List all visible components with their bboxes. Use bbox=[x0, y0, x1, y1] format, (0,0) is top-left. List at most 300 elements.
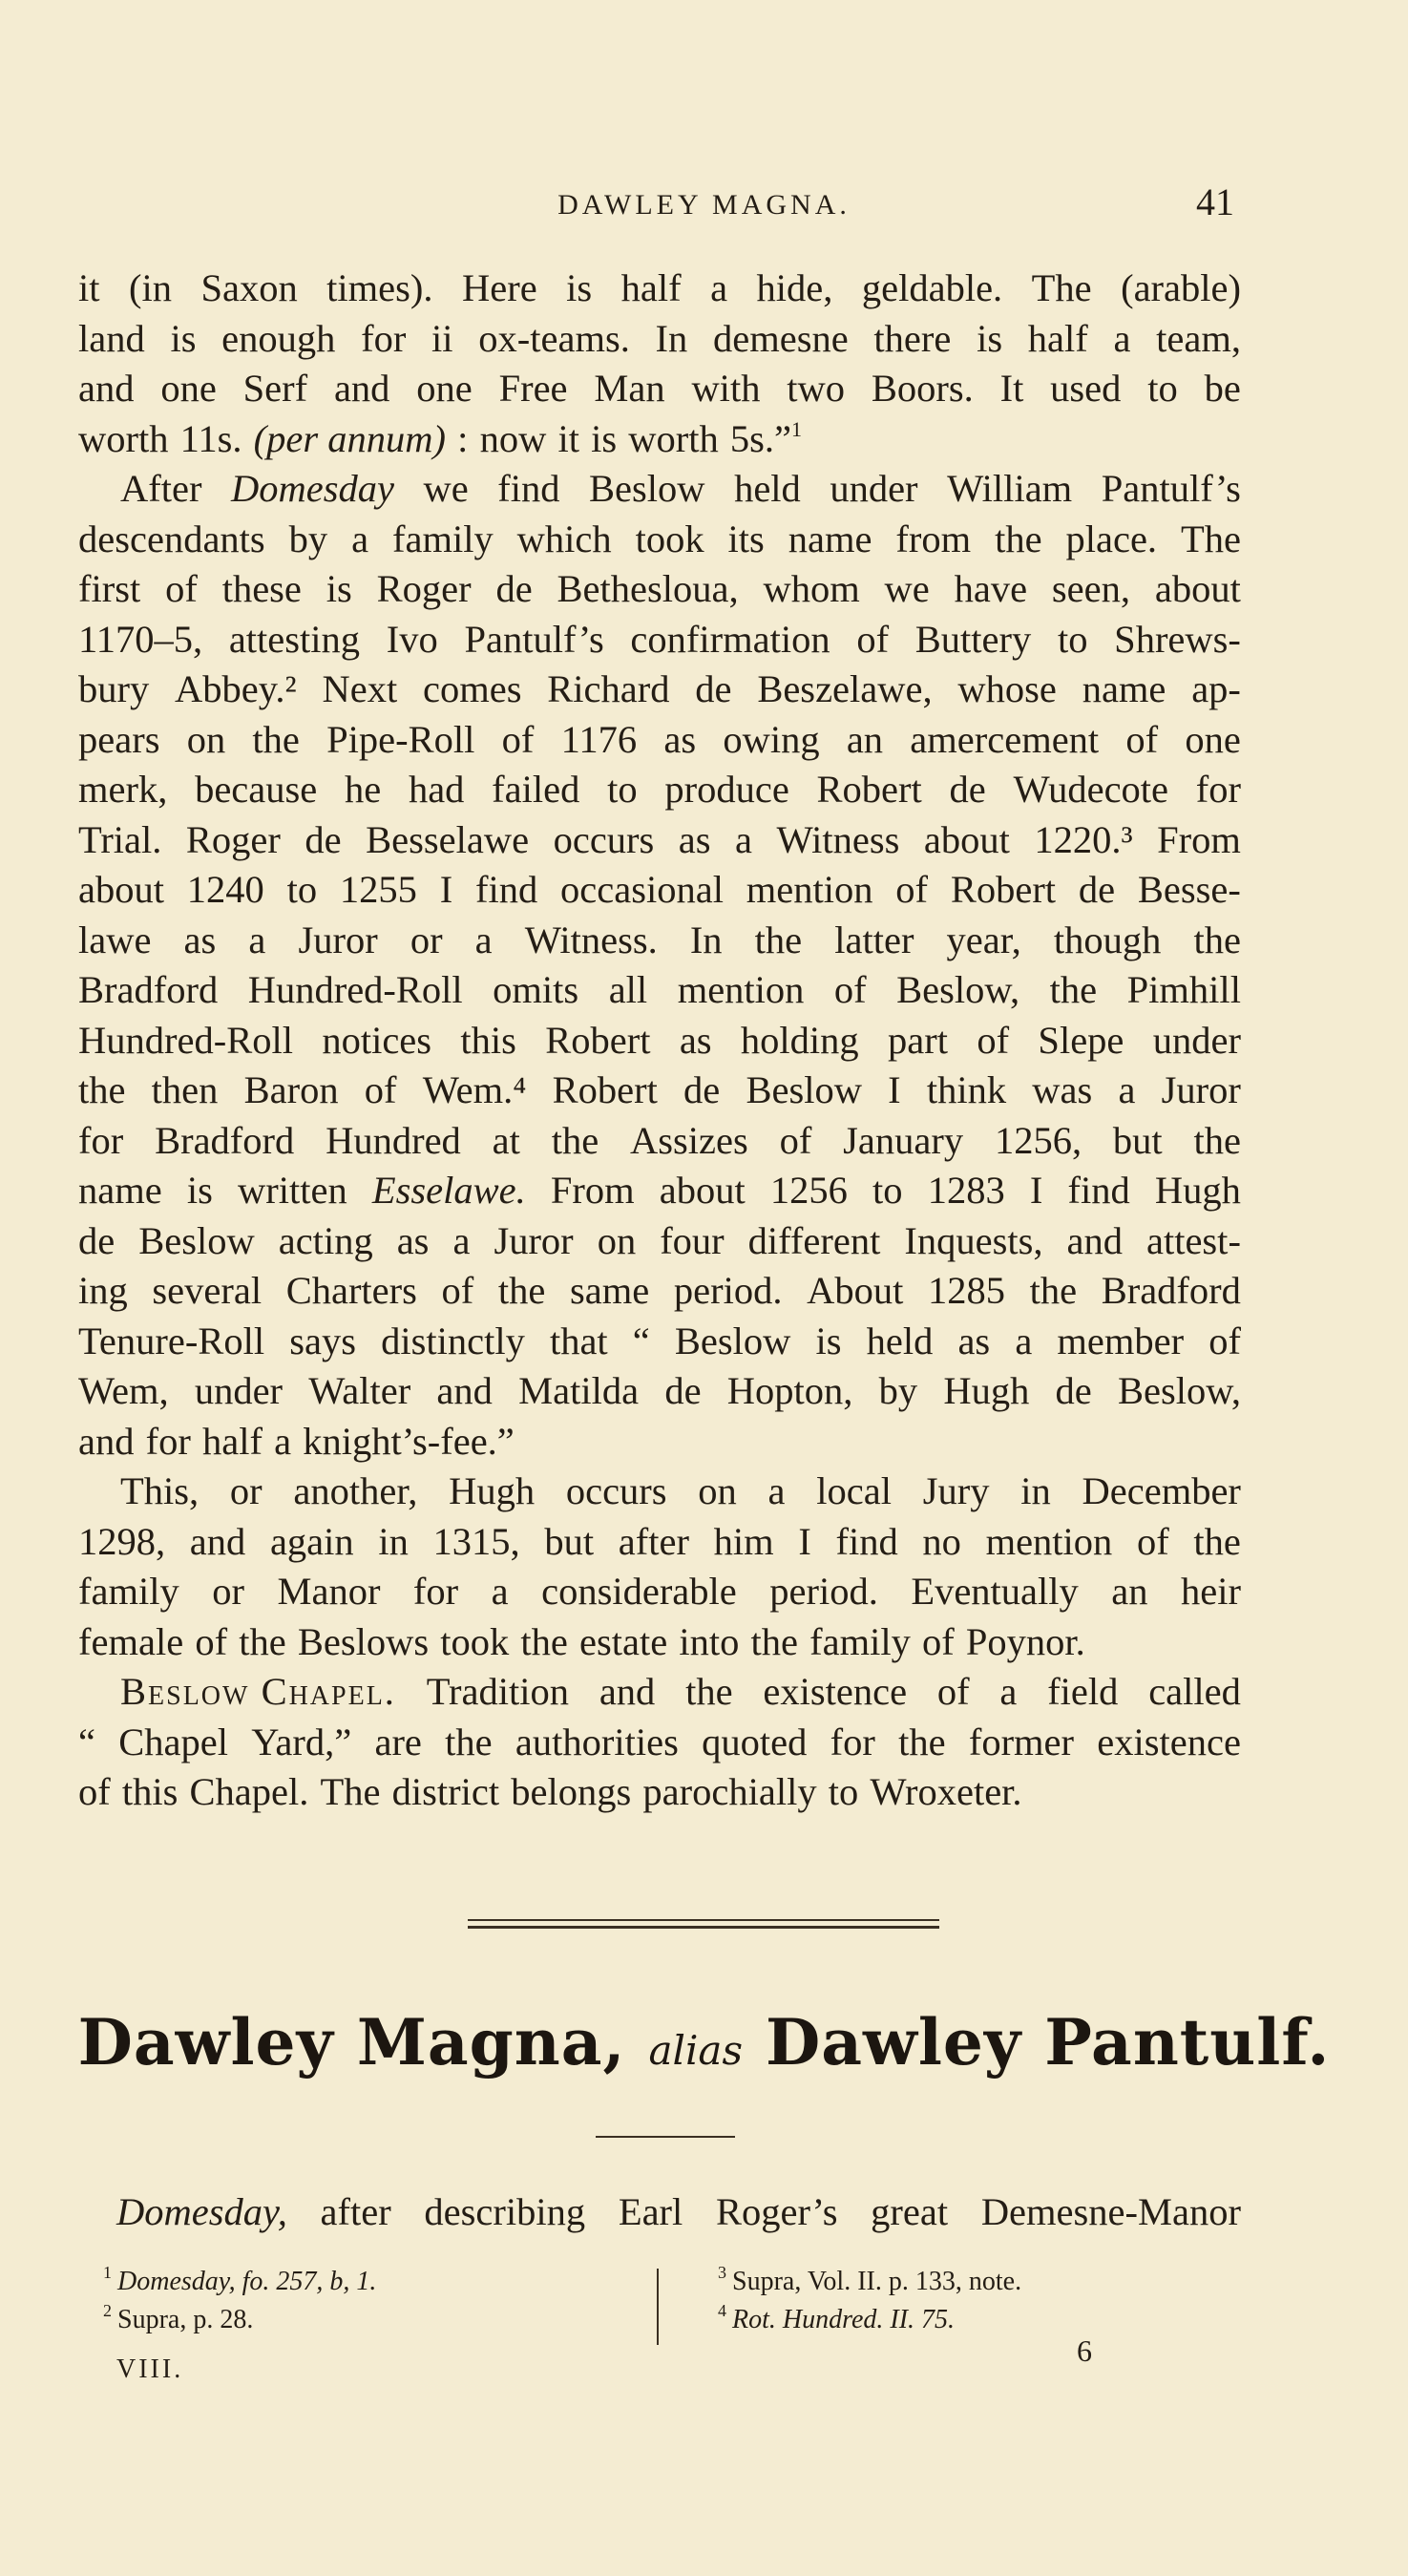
word: Demesne-Manor bbox=[980, 2190, 1241, 2233]
word: took bbox=[440, 1619, 510, 1663]
word: Charters bbox=[285, 1269, 417, 1312]
word: of bbox=[1208, 1319, 1241, 1362]
word: for bbox=[145, 1419, 191, 1463]
word: of bbox=[364, 1068, 397, 1111]
word: the bbox=[497, 1269, 546, 1312]
word: one bbox=[160, 367, 217, 410]
word: Pimhill bbox=[1126, 968, 1241, 1011]
word: The bbox=[320, 1770, 381, 1813]
text-line bbox=[78, 1417, 1241, 1467]
word: a bbox=[274, 1419, 292, 1463]
word: quoted bbox=[702, 1720, 808, 1763]
word: family bbox=[78, 1570, 179, 1613]
word: local bbox=[816, 1469, 892, 1512]
word: existence bbox=[1097, 1720, 1241, 1763]
word: as bbox=[663, 717, 697, 761]
text-line bbox=[78, 765, 1241, 815]
word: Pipe-Roll bbox=[326, 717, 475, 761]
word: Saxon bbox=[200, 266, 298, 309]
word: or bbox=[410, 918, 443, 961]
footnote-divider bbox=[657, 2269, 659, 2345]
section-rule-bottom bbox=[596, 2136, 735, 2138]
word: Wroxeter. bbox=[870, 1770, 1022, 1813]
word: find bbox=[1067, 1169, 1130, 1212]
word: same bbox=[570, 1269, 650, 1312]
intro-line bbox=[116, 2189, 1241, 2234]
text-line bbox=[78, 1317, 1241, 1367]
word: holding bbox=[740, 1018, 859, 1062]
word: says bbox=[289, 1319, 356, 1362]
word: Inquests, bbox=[904, 1218, 1043, 1262]
word: of bbox=[1125, 717, 1159, 761]
word: 5s.”$^1$ bbox=[729, 416, 803, 460]
word: as bbox=[679, 1018, 712, 1062]
word: a bbox=[1015, 1319, 1033, 1362]
word: Bradford bbox=[78, 968, 219, 1011]
footnote bbox=[103, 2263, 638, 2301]
word: Richard bbox=[547, 667, 670, 710]
word: 1256 bbox=[769, 1169, 848, 1212]
word: we bbox=[884, 567, 930, 610]
word: with bbox=[691, 367, 761, 410]
word: ing bbox=[78, 1269, 128, 1312]
word: Matilda bbox=[518, 1369, 640, 1412]
word: geldable. bbox=[861, 266, 1003, 309]
word: of bbox=[895, 868, 929, 911]
word: whose bbox=[957, 667, 1057, 710]
word: several bbox=[152, 1269, 263, 1312]
word: Domesday bbox=[230, 467, 394, 510]
word: the bbox=[1049, 968, 1098, 1011]
word: have bbox=[954, 567, 1028, 610]
signature-mark: VIII. bbox=[116, 2354, 184, 2384]
word: to bbox=[872, 1169, 903, 1212]
word: written bbox=[238, 1169, 347, 1212]
text-line bbox=[78, 665, 1241, 715]
word: In bbox=[689, 918, 723, 961]
word: heir bbox=[1180, 1570, 1241, 1613]
word: 1220.³ bbox=[1034, 817, 1133, 861]
text-line bbox=[78, 715, 1241, 766]
word: ap- bbox=[1191, 667, 1241, 710]
text-line bbox=[78, 916, 1241, 966]
text-line bbox=[78, 1266, 1241, 1317]
text-line bbox=[78, 364, 1241, 414]
word: and bbox=[333, 367, 390, 410]
word: name bbox=[788, 517, 872, 560]
word: Free bbox=[498, 367, 568, 410]
word: and bbox=[1066, 1218, 1123, 1262]
word: Serf bbox=[242, 367, 308, 410]
word: estate bbox=[579, 1619, 668, 1663]
word: de bbox=[1055, 1369, 1092, 1412]
footnote-text: Domesday, fo. 257, b, 1. bbox=[117, 2267, 377, 2296]
word: Hundred-Roll bbox=[247, 968, 463, 1011]
word: for bbox=[412, 1570, 459, 1613]
section-rule-top bbox=[468, 1919, 939, 1921]
word: de bbox=[1078, 868, 1116, 911]
word: a bbox=[999, 1670, 1018, 1713]
text-line bbox=[78, 1667, 1241, 1718]
word: is bbox=[186, 1169, 213, 1212]
word: half bbox=[1027, 316, 1088, 360]
word: demesne bbox=[713, 316, 849, 360]
word: existence bbox=[763, 1670, 908, 1713]
word: Walter bbox=[308, 1369, 411, 1412]
word: part bbox=[888, 1018, 948, 1062]
word: worth bbox=[628, 416, 719, 460]
word: had bbox=[408, 768, 465, 811]
word: is bbox=[977, 316, 1003, 360]
word: different bbox=[747, 1218, 881, 1262]
word: a bbox=[710, 266, 728, 309]
word: enough bbox=[221, 316, 336, 360]
text-line bbox=[78, 815, 1241, 866]
section-title-alias: alias bbox=[648, 2027, 744, 2074]
word: Shrews- bbox=[1114, 617, 1241, 661]
word: Hugh bbox=[1154, 1169, 1241, 1212]
word: I bbox=[1029, 1169, 1043, 1212]
word: Ivo bbox=[386, 617, 438, 661]
word: he bbox=[344, 768, 382, 811]
word: the bbox=[1193, 918, 1241, 961]
word: under bbox=[830, 467, 918, 510]
word: times). bbox=[326, 266, 433, 309]
word: that bbox=[549, 1319, 608, 1362]
word: one bbox=[416, 367, 473, 410]
word: Wudecote bbox=[1013, 768, 1169, 811]
text-line bbox=[78, 1718, 1241, 1768]
text-line bbox=[78, 1166, 1241, 1216]
word: Beslow, bbox=[1118, 1369, 1241, 1412]
word: occasional bbox=[560, 868, 724, 911]
text-line bbox=[78, 564, 1241, 615]
word: Betheslouа, bbox=[557, 567, 739, 610]
word: I bbox=[888, 1068, 901, 1111]
text-line bbox=[78, 1617, 1241, 1668]
word: about bbox=[659, 1169, 746, 1212]
word: and bbox=[78, 1419, 135, 1463]
word: seen, bbox=[1051, 567, 1131, 610]
word: to bbox=[286, 868, 318, 911]
word: because bbox=[195, 768, 318, 811]
word: of bbox=[165, 567, 198, 610]
word: the bbox=[1029, 1269, 1078, 1312]
section-rule-top-double bbox=[468, 1926, 939, 1929]
running-title: DAWLEY MAGNA. bbox=[557, 189, 851, 221]
word: one bbox=[1185, 717, 1241, 761]
text-line bbox=[78, 464, 1241, 515]
word: attest- bbox=[1145, 1218, 1241, 1262]
word: 1315, bbox=[432, 1519, 520, 1563]
word: and bbox=[599, 1670, 656, 1713]
word: in bbox=[1020, 1469, 1051, 1512]
word: Wem.⁴ bbox=[422, 1068, 527, 1111]
word: is bbox=[326, 567, 352, 610]
word: worth bbox=[78, 416, 169, 460]
word: of bbox=[833, 968, 867, 1011]
word: knight’s-fee.” bbox=[303, 1419, 515, 1463]
word: ii bbox=[431, 316, 453, 360]
word: de bbox=[495, 567, 533, 610]
word: Boors. bbox=[871, 367, 974, 410]
word: but bbox=[544, 1519, 595, 1563]
word: again bbox=[269, 1519, 354, 1563]
word: Baron bbox=[243, 1068, 339, 1111]
footnotes-left bbox=[103, 2263, 638, 2339]
word: the bbox=[750, 1619, 798, 1663]
word: family bbox=[809, 1619, 911, 1663]
word: 11s. bbox=[179, 416, 242, 460]
word: a bbox=[474, 918, 493, 961]
word: William bbox=[947, 467, 1073, 510]
word: is bbox=[170, 316, 197, 360]
word: of bbox=[936, 1670, 970, 1713]
word: : bbox=[457, 416, 469, 460]
word: member bbox=[1057, 1319, 1185, 1362]
word: pears bbox=[78, 717, 160, 761]
word: on bbox=[698, 1469, 737, 1512]
word: but bbox=[1112, 1118, 1163, 1162]
word: occurs bbox=[565, 1469, 667, 1512]
word: team, bbox=[1156, 316, 1241, 360]
word: of bbox=[922, 1619, 955, 1663]
word: Robert bbox=[552, 1068, 658, 1111]
word: or bbox=[229, 1469, 263, 1512]
word: which bbox=[516, 517, 612, 560]
word: the bbox=[252, 717, 300, 761]
word: though bbox=[1053, 918, 1162, 961]
word: about bbox=[923, 817, 1010, 861]
word: of bbox=[441, 1269, 474, 1312]
word: of bbox=[78, 1770, 111, 1813]
word: there bbox=[873, 316, 952, 360]
word: be bbox=[1204, 367, 1241, 410]
word: to bbox=[607, 768, 638, 811]
word: Assizes bbox=[630, 1118, 748, 1162]
page-number: 41 bbox=[1196, 180, 1234, 223]
word: 1283 bbox=[927, 1169, 1005, 1212]
word: Bradford bbox=[1101, 1269, 1241, 1312]
word: called bbox=[1148, 1670, 1241, 1713]
word: think bbox=[926, 1068, 1007, 1111]
word: this bbox=[121, 1770, 179, 1813]
word: bury bbox=[78, 667, 150, 710]
word: land bbox=[78, 316, 145, 360]
word: a bbox=[491, 1570, 509, 1613]
word: Tradition bbox=[426, 1670, 570, 1713]
word: Chapel. bbox=[189, 1770, 309, 1813]
word: Abbey.² bbox=[175, 667, 297, 710]
word: whom bbox=[763, 567, 860, 610]
word: Hugh bbox=[449, 1469, 536, 1512]
word: Beslow bbox=[674, 1319, 791, 1362]
word: of bbox=[1136, 1519, 1169, 1563]
word: occurs bbox=[553, 817, 655, 861]
word: confirmation bbox=[630, 617, 830, 661]
word: “ bbox=[632, 1319, 650, 1362]
word: owing bbox=[723, 717, 820, 761]
word: him bbox=[713, 1519, 774, 1563]
word: de bbox=[683, 1068, 721, 1111]
word: into bbox=[679, 1619, 740, 1663]
section-title-main: Dawley Magna, bbox=[77, 2005, 626, 2080]
word: period. bbox=[769, 1570, 878, 1613]
section-title-alt: Dawley Pantulf. bbox=[766, 2005, 1331, 2080]
word: it bbox=[78, 266, 100, 309]
word: a bbox=[351, 517, 369, 560]
word: Pantulf’s bbox=[464, 617, 604, 661]
word: the bbox=[520, 1619, 568, 1663]
word: of bbox=[195, 1619, 228, 1663]
word: Poynor. bbox=[965, 1619, 1085, 1663]
body-text bbox=[78, 264, 1241, 1818]
word: for bbox=[830, 1720, 875, 1763]
word: to bbox=[828, 1770, 859, 1813]
text-line bbox=[78, 1467, 1241, 1517]
word: all bbox=[608, 968, 648, 1011]
word: after bbox=[618, 1519, 689, 1563]
word: a bbox=[767, 1469, 786, 1512]
word: by bbox=[288, 517, 328, 560]
word: a bbox=[1118, 1068, 1136, 1111]
text-line bbox=[78, 965, 1241, 1016]
word: we bbox=[423, 467, 469, 510]
word: no bbox=[922, 1519, 961, 1563]
text-line bbox=[78, 515, 1241, 565]
word: “ bbox=[78, 1720, 95, 1763]
word: I bbox=[439, 868, 453, 911]
word: attesting bbox=[228, 617, 361, 661]
word: (in bbox=[128, 266, 172, 309]
word: to bbox=[1057, 617, 1088, 661]
text-line bbox=[78, 414, 1241, 465]
word: the bbox=[445, 1720, 493, 1763]
word: on bbox=[597, 1218, 637, 1262]
word: as bbox=[183, 918, 217, 961]
word: by bbox=[878, 1369, 918, 1412]
word: Besse- bbox=[1137, 868, 1241, 911]
word: Pantulf’s bbox=[1101, 467, 1241, 510]
word: used bbox=[1050, 367, 1122, 410]
word: Juror bbox=[1161, 1068, 1241, 1111]
word: authorities bbox=[515, 1720, 679, 1763]
word: Eventually bbox=[911, 1570, 1079, 1613]
word: name bbox=[1082, 667, 1166, 710]
word: an bbox=[846, 717, 884, 761]
word: year, bbox=[946, 918, 1021, 961]
word: hide, bbox=[756, 266, 833, 309]
word: another, bbox=[293, 1469, 418, 1512]
footnote-marker: 1 bbox=[791, 416, 803, 441]
word: Here bbox=[462, 266, 537, 309]
footnotes-right bbox=[718, 2263, 1252, 2339]
word: Hopton, bbox=[726, 1369, 853, 1412]
word: Beslow, bbox=[896, 968, 1020, 1011]
footnote-mark: 3 bbox=[718, 2263, 726, 2282]
footnote-mark: 2 bbox=[103, 2301, 112, 2320]
word: 1256, bbox=[994, 1118, 1082, 1162]
word: field bbox=[1047, 1670, 1119, 1713]
word: a bbox=[1113, 316, 1131, 360]
word: failed bbox=[492, 768, 580, 811]
word: omits bbox=[493, 968, 579, 1011]
text-line bbox=[78, 1116, 1241, 1167]
page-header bbox=[0, 180, 1408, 231]
word: for bbox=[78, 1118, 124, 1162]
footnote bbox=[718, 2263, 1252, 2301]
word: find bbox=[474, 868, 538, 911]
word: as bbox=[957, 1319, 991, 1362]
word: and bbox=[436, 1369, 493, 1412]
word: as bbox=[678, 817, 711, 861]
text-line bbox=[78, 1216, 1241, 1267]
word: Roger bbox=[185, 817, 281, 861]
word: these bbox=[221, 567, 302, 610]
word: Hugh bbox=[943, 1369, 1030, 1412]
word: merk, bbox=[78, 768, 168, 811]
word: half bbox=[620, 266, 682, 309]
footnote-mark: 1 bbox=[103, 2263, 112, 2282]
word: of bbox=[856, 617, 890, 661]
word: de bbox=[949, 768, 986, 811]
word: amercement bbox=[910, 717, 1100, 761]
word: Beslow Chapel. bbox=[120, 1670, 396, 1713]
word: period. bbox=[673, 1269, 783, 1312]
word: mention bbox=[746, 868, 873, 911]
word: two bbox=[787, 367, 846, 410]
word: Bradford bbox=[155, 1118, 295, 1162]
word: 1240 bbox=[186, 868, 264, 911]
word: January bbox=[843, 1118, 964, 1162]
word: de bbox=[695, 667, 732, 710]
word: of bbox=[501, 717, 535, 761]
word: (arable) bbox=[1121, 266, 1241, 309]
word: (per annum) bbox=[253, 416, 447, 460]
word: former bbox=[968, 1720, 1075, 1763]
footnote-text: Supra, Vol. II. p. 133, note. bbox=[732, 2267, 1022, 2296]
word: an bbox=[1111, 1570, 1148, 1613]
word: Beslow bbox=[589, 467, 705, 510]
word: a bbox=[452, 1218, 471, 1262]
word: Next bbox=[322, 667, 398, 710]
word: Besselawe bbox=[366, 817, 530, 861]
word: I bbox=[798, 1519, 811, 1563]
word: notices bbox=[322, 1018, 432, 1062]
word: 1176 bbox=[560, 717, 638, 761]
word: About bbox=[807, 1269, 904, 1312]
word: acting bbox=[278, 1218, 373, 1262]
word: are bbox=[374, 1720, 422, 1763]
word: Robert bbox=[545, 1018, 651, 1062]
word: four bbox=[660, 1218, 725, 1262]
word: Witness bbox=[776, 817, 900, 861]
footnote-mark: 4 bbox=[718, 2301, 726, 2320]
word: Juror bbox=[298, 918, 378, 961]
word: is bbox=[566, 266, 593, 309]
text-line bbox=[78, 1517, 1241, 1568]
word: distinctly bbox=[381, 1319, 525, 1362]
text-line bbox=[78, 1767, 1241, 1818]
word: took bbox=[635, 517, 704, 560]
word: Juror bbox=[494, 1218, 574, 1262]
word: Beslow bbox=[138, 1218, 255, 1262]
word: first bbox=[78, 567, 141, 610]
word: find bbox=[497, 467, 560, 510]
text-line bbox=[78, 865, 1241, 916]
footnote bbox=[718, 2301, 1252, 2339]
word: or bbox=[212, 1570, 244, 1613]
